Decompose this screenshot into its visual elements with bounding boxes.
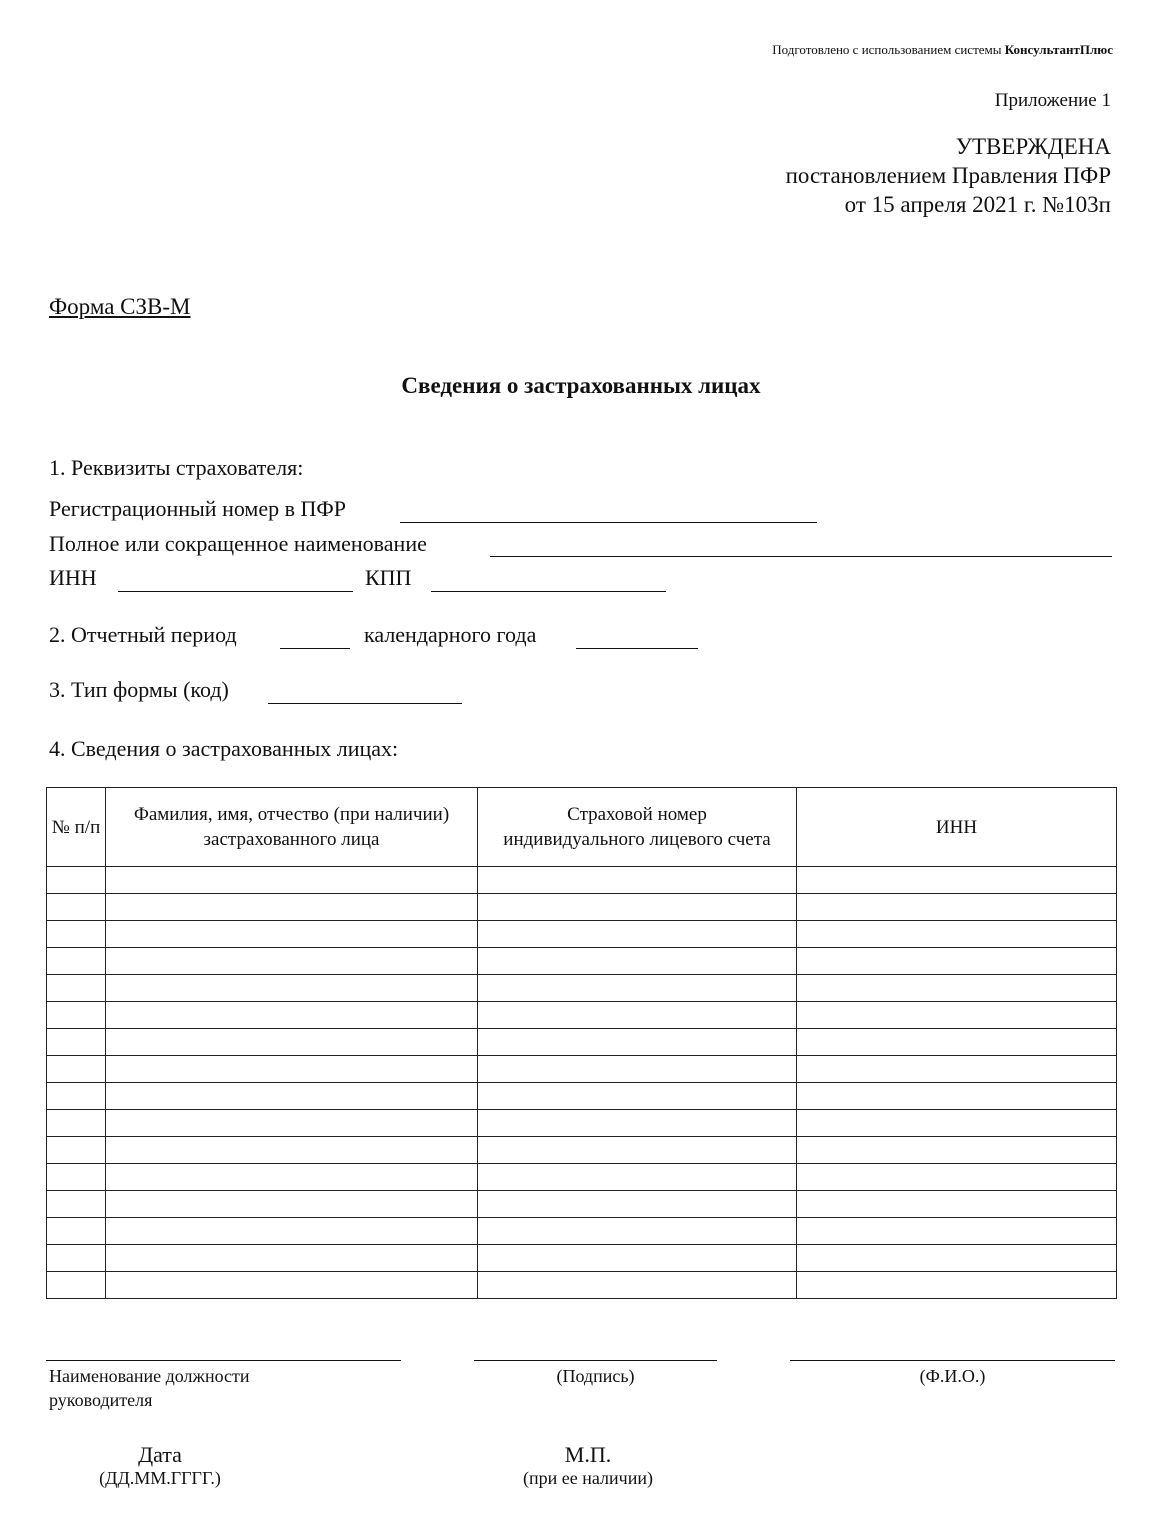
cell-inn[interactable]: [797, 1245, 1117, 1272]
form-type-field[interactable]: [268, 703, 462, 704]
kpp-field[interactable]: [431, 591, 666, 592]
col-number-header: № п/п: [47, 788, 106, 867]
date-block: [40, 1442, 280, 1489]
cell-inn[interactable]: [797, 1218, 1117, 1245]
cell-inn[interactable]: [797, 1029, 1117, 1056]
signature-label: (Подпись): [556, 1366, 635, 1386]
approval-block: [786, 132, 1111, 219]
cell-snils[interactable]: [478, 1191, 797, 1218]
cell-number[interactable]: [47, 1110, 106, 1137]
cell-snils[interactable]: [478, 1164, 797, 1191]
cell-fio[interactable]: [106, 894, 478, 921]
cell-inn[interactable]: [797, 921, 1117, 948]
cell-fio[interactable]: [106, 921, 478, 948]
position-signature-line[interactable]: [46, 1360, 401, 1361]
form-id: Форма СЗВ-М: [49, 294, 191, 319]
org-name-label: Полное или сокращенное наименование: [49, 531, 427, 556]
cell-number[interactable]: [47, 1029, 106, 1056]
kpp-label: КПП: [365, 565, 412, 590]
cell-inn[interactable]: [797, 975, 1117, 1002]
cell-snils[interactable]: [478, 1110, 797, 1137]
signature-line[interactable]: [474, 1360, 717, 1361]
date-label: Дата: [138, 1442, 182, 1467]
cell-fio[interactable]: [106, 948, 478, 975]
cell-inn[interactable]: [797, 1110, 1117, 1137]
inn-label: ИНН: [49, 565, 97, 590]
year-field[interactable]: [576, 648, 698, 649]
table-row: [47, 1083, 1117, 1110]
reg-number-field[interactable]: [400, 522, 817, 523]
cell-fio[interactable]: [106, 867, 478, 894]
table-row: [47, 1218, 1117, 1245]
cell-number[interactable]: [47, 1083, 106, 1110]
date-format: (ДД.ММ.ГГГГ.): [99, 1468, 221, 1488]
table-row: [47, 894, 1117, 921]
col-inn-header: ИНН: [797, 788, 1117, 867]
cell-fio[interactable]: [106, 1218, 478, 1245]
approved-by: постановлением Правления ПФР: [785, 163, 1111, 188]
cell-number[interactable]: [47, 894, 106, 921]
table-row: [47, 1056, 1117, 1083]
fio-label: (Ф.И.О.): [919, 1366, 986, 1386]
cell-inn[interactable]: [797, 1083, 1117, 1110]
fio-signature-line[interactable]: [790, 1360, 1115, 1361]
cell-snils[interactable]: [478, 975, 797, 1002]
cell-fio[interactable]: [106, 1029, 478, 1056]
cell-inn[interactable]: [797, 867, 1117, 894]
cell-snils[interactable]: [478, 1218, 797, 1245]
cell-number[interactable]: [47, 921, 106, 948]
cell-inn[interactable]: [797, 1137, 1117, 1164]
section1-heading: 1. Реквизиты страхователя:: [49, 455, 304, 480]
table-row: [47, 1191, 1117, 1218]
prepared-brand: КонсультантПлюс: [1004, 42, 1113, 57]
prepared-note: [772, 42, 1113, 58]
cell-number[interactable]: [47, 1056, 106, 1083]
year-label: календарного года: [364, 622, 537, 647]
form-type-label: 3. Тип формы (код): [49, 677, 229, 702]
cell-fio[interactable]: [106, 1272, 478, 1299]
cell-fio[interactable]: [106, 975, 478, 1002]
table-row: [47, 1245, 1117, 1272]
cell-snils[interactable]: [478, 948, 797, 975]
cell-inn[interactable]: [797, 1056, 1117, 1083]
table-row: [47, 867, 1117, 894]
cell-snils[interactable]: [478, 1002, 797, 1029]
cell-inn[interactable]: [797, 894, 1117, 921]
cell-snils[interactable]: [478, 867, 797, 894]
page-title: Сведения о застрахованных лицах: [401, 373, 761, 398]
table-row: [47, 921, 1117, 948]
table-row: [47, 1164, 1117, 1191]
reg-number-label: Регистрационный номер в ПФР: [49, 496, 346, 521]
cell-inn[interactable]: [797, 1164, 1117, 1191]
cell-inn[interactable]: [797, 948, 1117, 975]
cell-number[interactable]: [47, 1245, 106, 1272]
cell-fio[interactable]: [106, 1110, 478, 1137]
approved-word: УТВЕРЖДЕНА: [955, 134, 1111, 159]
cell-fio[interactable]: [106, 1002, 478, 1029]
section4-heading: 4. Сведения о застрахованных лицах:: [49, 736, 399, 761]
table-row: [47, 1137, 1117, 1164]
stamp-note: (при ее наличии): [523, 1468, 653, 1488]
table-row: [47, 975, 1117, 1002]
table-row: [47, 948, 1117, 975]
cell-number[interactable]: [47, 1191, 106, 1218]
cell-fio[interactable]: [106, 1191, 478, 1218]
cell-number[interactable]: [47, 1002, 106, 1029]
period-field[interactable]: [280, 648, 350, 649]
table-row: [47, 1029, 1117, 1056]
cell-snils[interactable]: [478, 894, 797, 921]
cell-number[interactable]: [47, 1164, 106, 1191]
cell-snils[interactable]: [478, 1272, 797, 1299]
approved-date: от 15 апреля 2021 г. №103п: [844, 192, 1111, 217]
cell-number[interactable]: [47, 948, 106, 975]
table-row: [47, 1110, 1117, 1137]
org-name-field[interactable]: [490, 556, 1112, 557]
appendix-label: Приложение 1: [994, 90, 1111, 111]
stamp-label: М.П.: [564, 1442, 612, 1467]
cell-snils[interactable]: [478, 1245, 797, 1272]
cell-number[interactable]: [47, 1272, 106, 1299]
table-row: [47, 1272, 1117, 1299]
prepared-prefix: Подготовлено с использованием системы: [772, 42, 1002, 57]
cell-fio[interactable]: [106, 1056, 478, 1083]
inn-field[interactable]: [118, 591, 353, 592]
cell-snils[interactable]: [478, 921, 797, 948]
cell-number[interactable]: [47, 867, 106, 894]
cell-snils[interactable]: [478, 1083, 797, 1110]
cell-inn[interactable]: [797, 1191, 1117, 1218]
col-fio-header: Фамилия, имя, отчество (при наличии) застрахованного лица: [106, 788, 478, 867]
table-row: [47, 1002, 1117, 1029]
col-snils-header: Страховой номер индивидуального лицевого счета: [478, 788, 797, 867]
cell-number[interactable]: [47, 1137, 106, 1164]
cell-fio[interactable]: [106, 1137, 478, 1164]
cell-inn[interactable]: [797, 1272, 1117, 1299]
cell-number[interactable]: [47, 975, 106, 1002]
cell-snils[interactable]: [478, 1137, 797, 1164]
insured-persons-table: [46, 787, 1117, 1299]
period-label: 2. Отчетный период: [49, 622, 237, 647]
cell-fio[interactable]: [106, 1245, 478, 1272]
cell-snils[interactable]: [478, 1056, 797, 1083]
cell-fio[interactable]: [106, 1083, 478, 1110]
cell-inn[interactable]: [797, 1002, 1117, 1029]
table-header-row: [47, 788, 1117, 867]
position-label: Наименование должности руководителя: [49, 1366, 250, 1410]
stamp-block: [468, 1442, 708, 1489]
cell-number[interactable]: [47, 1218, 106, 1245]
table-body: [47, 867, 1117, 1299]
cell-fio[interactable]: [106, 1164, 478, 1191]
cell-snils[interactable]: [478, 1029, 797, 1056]
